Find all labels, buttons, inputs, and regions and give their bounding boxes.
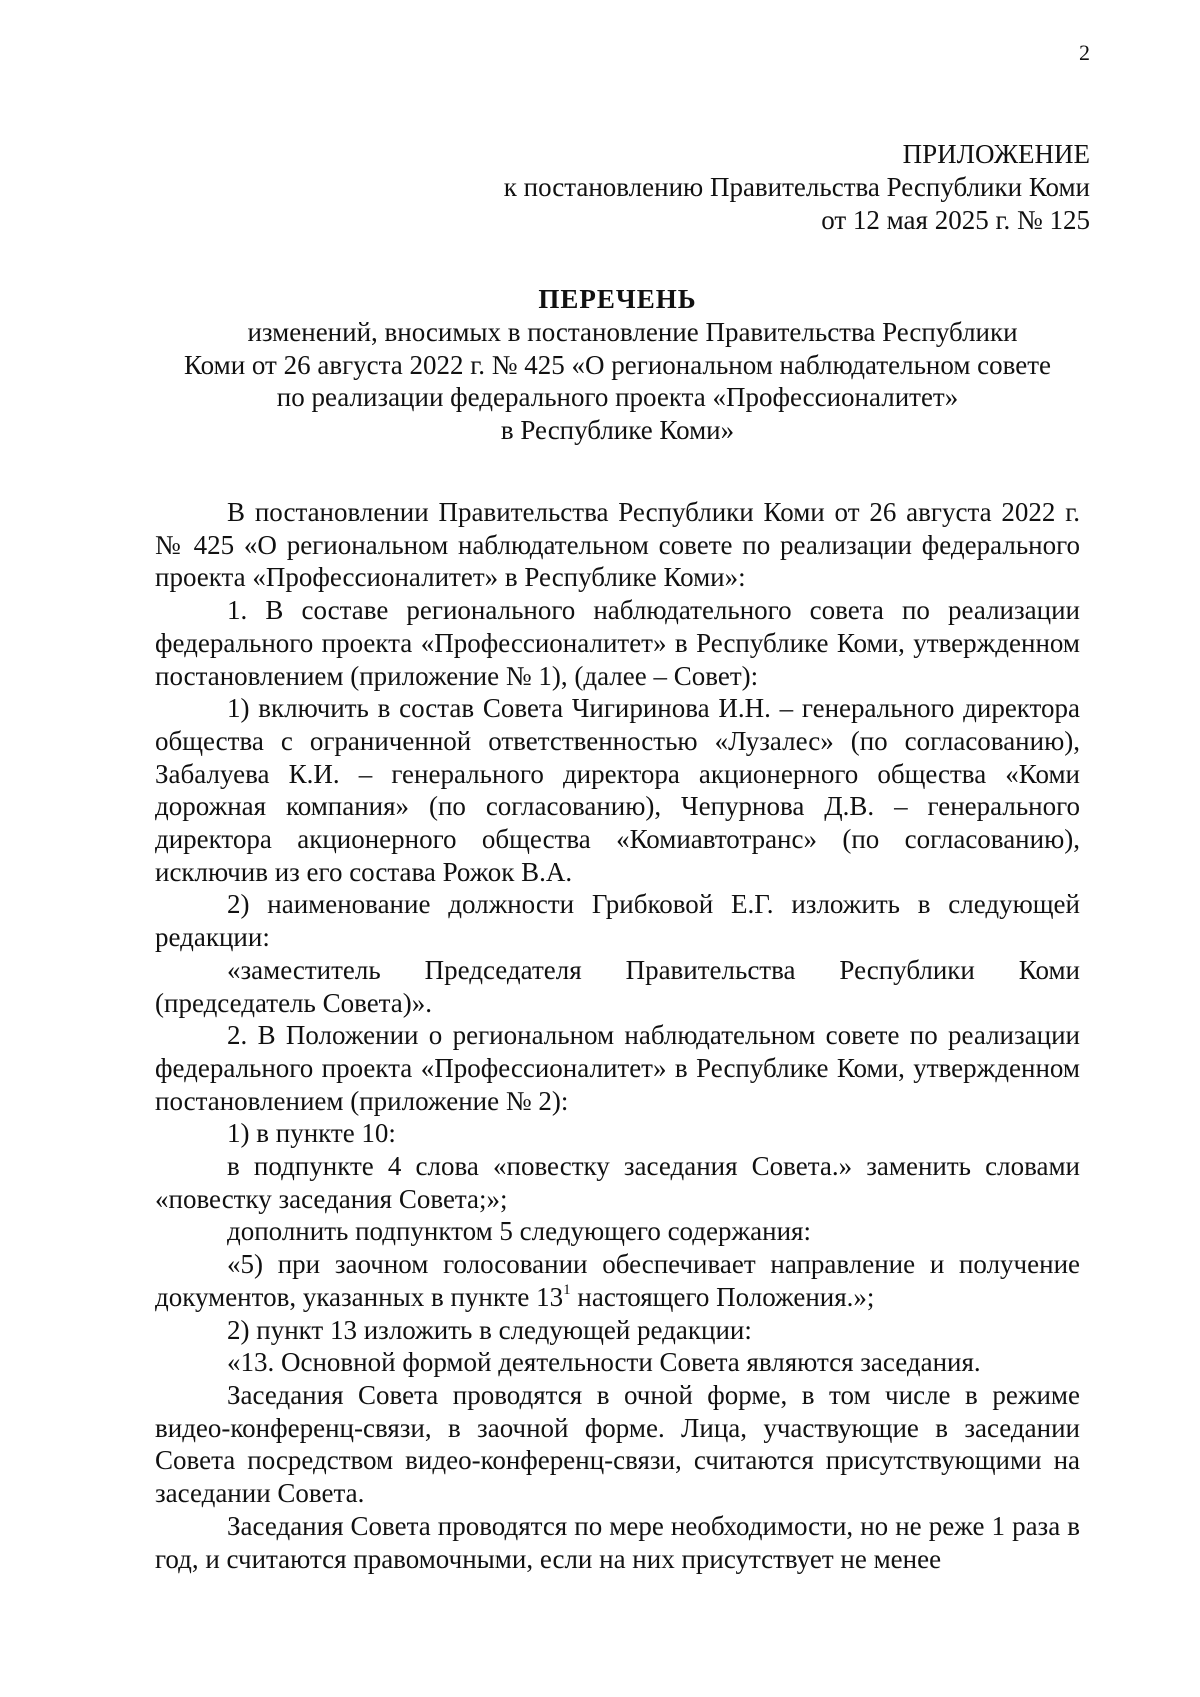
paragraph: В постановлении Правительства Республики Коми от 26 августа 2022 г. № 425 «О региональном наблюдательном совете по реализации федерального проекта «Профессионалитет» в Республике Коми»: [155,497,1080,593]
document-title: ПЕРЕЧЕНЬ [538,284,697,314]
superscript: 1 [563,1281,571,1298]
paragraph-text: настоящего Положения.»; [570,1281,875,1312]
paragraph: дополнить подпунктом 5 следующего содержания: [227,1216,811,1247]
paragraph: 1. В составе регионального наблюдательного совета по реализации федерального проекта «Профессионалитет» в Республике Коми, утвержденном постановлением (приложение № 1), (далее – Совет): [155,595,1080,691]
paragraph: «заместитель Председателя Правительства Республики Коми (председатель Совета)». [155,954,1080,1018]
paragraph: 1) в пункте 10: [227,1118,396,1149]
annex-heading: ПРИЛОЖЕНИЕ [902,139,1090,169]
paragraph: 2) пункт 13 изложить в следующей редакции: [227,1314,752,1345]
annex-line: от 12 мая 2025 г. № 125 [821,205,1090,235]
subtitle-line: по реализации федерального проекта «Профессионалитет» [276,382,959,412]
paragraph-with-reference [155,1248,1080,1313]
paragraph: «13. Основной формой деятельности Совета являются заседания. [227,1347,981,1378]
annex-line: к постановлению Правительства Республики Коми [503,172,1090,202]
page-number: 2 [1079,40,1090,65]
subtitle-line: в Республике Коми» [500,414,735,445]
paragraph: Заседания Совета проводятся по мере необходимости, но не реже 1 раза в год, и считаются правомочными, если на них присутствует не менее [155,1510,1080,1574]
subtitle-line: изменений, вносимых в постановление Правительства Республики [247,317,1018,347]
paragraph: Заседания Совета проводятся в очной форме, в том числе в режиме видео-конференц-связи, в заочной форме. Лица, участвующие в заседании Совета посредством видео-конференц-связи, считаются присутствующими на заседании Совета. [155,1379,1080,1509]
annex-header [390,138,1090,237]
subtitle-line: Коми от 26 августа 2022 г. № 425 «О региональном наблюдательном совете [183,349,1052,380]
document-title-block [155,283,1080,446]
paragraph: 2) наименование должности Грибковой Е.Г. изложить в следующей редакции: [155,889,1080,953]
paragraph-text: «5) при заочном голосовании обеспечивает направление и получение документов, указанных в пункте 13 [155,1249,1080,1312]
document-body [155,496,1080,1575]
paragraph: в подпункте 4 слова «повестку заседания Совета.» заменить словами «повестку заседания Совета;»; [155,1151,1080,1214]
paragraph: 2. В Положении о региональном наблюдательном совете по реализации федерального проекта «Профессионалитет» в Республике Коми, утвержденном постановлением (приложение № 2): [155,1020,1080,1116]
paragraph: 1) включить в состав Совета Чигиринова И.Н. – генерального директора общества с ограниченной ответственностью «Лузалес» (по согласованию), Забалуева К.И. – генерального директора акционерного общества «Коми дорожная компания» (по согласованию), Чепурнова Д.В. – генерального директора акционерного общества «Комиавтотранс» (по согласованию), исключив из его состава Рожок В.А. [155,693,1080,887]
